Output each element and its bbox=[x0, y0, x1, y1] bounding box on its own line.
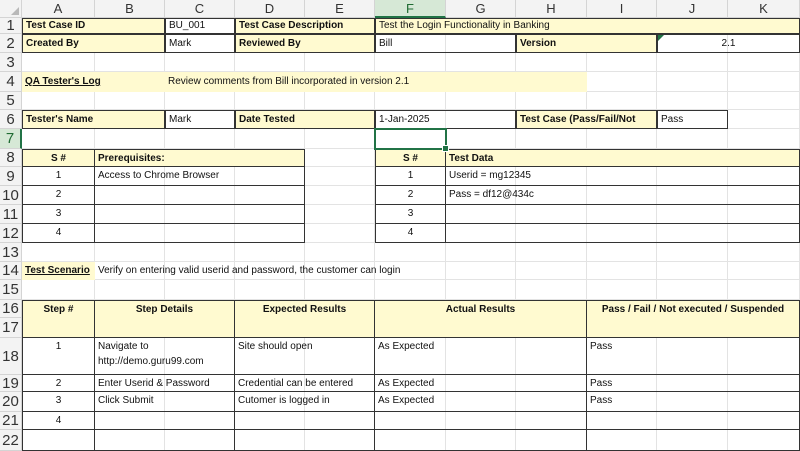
fill-handle[interactable] bbox=[442, 145, 449, 152]
row-header-20[interactable]: 20 bbox=[0, 392, 22, 412]
step-details[interactable] bbox=[95, 392, 235, 412]
prereq-sno[interactable]: 4 bbox=[22, 224, 95, 243]
step-status[interactable]: Pass bbox=[587, 392, 800, 412]
expected-result[interactable] bbox=[235, 412, 375, 430]
tester-name-value[interactable]: Mark bbox=[165, 110, 235, 129]
prereq-item[interactable]: Access to Chrome Browser bbox=[95, 167, 305, 186]
actual-result[interactable] bbox=[375, 430, 587, 451]
testdata-sno[interactable]: 4 bbox=[375, 224, 446, 243]
testdata-item[interactable]: Pass = df12@434c bbox=[446, 186, 800, 205]
row-header-1[interactable]: 1 bbox=[0, 18, 22, 34]
test-case-description-label[interactable]: Test Case Description bbox=[235, 18, 375, 34]
status-header[interactable]: Pass / Fail / Not executed / Suspended bbox=[587, 300, 800, 338]
version-value[interactable]: 2.1 bbox=[657, 34, 800, 53]
step-number[interactable]: 4 bbox=[22, 412, 95, 430]
column-header-b[interactable]: B bbox=[95, 0, 165, 18]
step-status[interactable] bbox=[587, 430, 800, 451]
step-status[interactable]: Pass bbox=[587, 375, 800, 392]
column-header-f[interactable]: F bbox=[375, 0, 446, 18]
step-details-line: Navigate to bbox=[98, 341, 149, 352]
row-header-22[interactable]: 22 bbox=[0, 430, 22, 451]
selected-cell-f7[interactable] bbox=[375, 129, 446, 149]
row-header-4[interactable]: 4 bbox=[0, 72, 22, 92]
column-header-k[interactable]: K bbox=[728, 0, 800, 18]
step-details[interactable] bbox=[95, 375, 235, 392]
row-header-5[interactable]: 5 bbox=[0, 92, 22, 110]
test-scenario-text[interactable]: Verify on entering valid userid and password, the customer can login bbox=[98, 265, 401, 276]
reviewed-by-value[interactable]: Bill bbox=[375, 34, 516, 53]
row-header-9[interactable]: 9 bbox=[0, 167, 22, 186]
created-by-value[interactable]: Mark bbox=[165, 34, 235, 53]
test-scenario-label[interactable]: Test Scenario bbox=[22, 262, 95, 280]
select-all-corner[interactable] bbox=[0, 0, 22, 18]
column-header-h[interactable]: H bbox=[516, 0, 587, 18]
expected-result[interactable]: Credential can be entered bbox=[235, 375, 375, 392]
qa-tester-log-value[interactable]: Review comments from Bill incorporated in version 2.1 bbox=[165, 72, 587, 92]
prereq-sno[interactable]: 3 bbox=[22, 205, 95, 224]
comment-indicator[interactable] bbox=[658, 35, 664, 41]
step-details-header[interactable]: Step Details bbox=[95, 300, 235, 338]
row-header-19[interactable]: 19 bbox=[0, 375, 22, 392]
actual-result[interactable] bbox=[375, 412, 587, 430]
reviewed-by-label[interactable]: Reviewed By bbox=[235, 34, 375, 53]
column-header-j[interactable]: J bbox=[657, 0, 728, 18]
step-details-line: Enter Userid & Password bbox=[98, 378, 210, 389]
actual-result[interactable]: As Expected bbox=[375, 392, 587, 412]
step-number[interactable]: 2 bbox=[22, 375, 95, 392]
prereq-item[interactable] bbox=[95, 186, 305, 205]
prereq-item[interactable] bbox=[95, 224, 305, 243]
testdata-item[interactable]: Userid = mg12345 bbox=[446, 167, 800, 186]
row-header-7[interactable]: 7 bbox=[0, 129, 22, 149]
step-details[interactable] bbox=[95, 338, 235, 375]
prereq-sno[interactable]: 2 bbox=[22, 186, 95, 205]
test-case-result-value[interactable]: Pass bbox=[657, 110, 728, 129]
prereq-header[interactable]: Prerequisites: bbox=[95, 149, 305, 167]
step-details-line: http://demo.guru99.com bbox=[98, 356, 204, 367]
actual-result[interactable]: As Expected bbox=[375, 375, 587, 392]
testdata-sno-header[interactable]: S # bbox=[375, 149, 446, 167]
row-header-11[interactable]: 11 bbox=[0, 205, 22, 224]
version-label[interactable]: Version bbox=[516, 34, 657, 53]
testdata-sno[interactable]: 1 bbox=[375, 167, 446, 186]
row-header-6[interactable]: 6 bbox=[0, 110, 22, 129]
step-status[interactable] bbox=[587, 412, 800, 430]
created-by-label[interactable]: Created By bbox=[22, 34, 165, 53]
date-tested-label[interactable]: Date Tested bbox=[235, 110, 375, 129]
qa-tester-log-label[interactable]: QA Tester's Log bbox=[22, 72, 165, 92]
actual-results-header[interactable]: Actual Results bbox=[375, 300, 587, 338]
step-number[interactable] bbox=[22, 430, 95, 451]
step-status[interactable]: Pass bbox=[587, 338, 800, 375]
testdata-sno[interactable]: 3 bbox=[375, 205, 446, 224]
row-header-14[interactable]: 14 bbox=[0, 262, 22, 280]
step-number[interactable]: 3 bbox=[22, 392, 95, 412]
row-header-17[interactable]: 17 bbox=[0, 318, 22, 338]
row-header-2[interactable]: 2 bbox=[0, 34, 22, 53]
testdata-item[interactable] bbox=[446, 205, 800, 224]
step-number[interactable]: 1 bbox=[22, 338, 95, 375]
column-header-e[interactable]: E bbox=[305, 0, 375, 18]
expected-result[interactable]: Cutomer is logged in bbox=[235, 392, 375, 412]
prereq-item[interactable] bbox=[95, 205, 305, 224]
test-case-id-value[interactable]: BU_001 bbox=[165, 18, 235, 34]
row-header-13[interactable]: 13 bbox=[0, 243, 22, 262]
step-number-header[interactable]: Step # bbox=[22, 300, 95, 338]
step-details[interactable] bbox=[95, 412, 235, 430]
column-header-d[interactable]: D bbox=[235, 0, 305, 18]
test-case-result-label[interactable]: Test Case (Pass/Fail/Not bbox=[516, 110, 657, 129]
row-header-3[interactable]: 3 bbox=[0, 53, 22, 72]
testdata-sno[interactable]: 2 bbox=[375, 186, 446, 205]
test-case-id-label[interactable]: Test Case ID bbox=[22, 18, 165, 34]
step-details[interactable] bbox=[95, 430, 235, 451]
expected-result[interactable]: Site should open bbox=[235, 338, 375, 375]
row-header-8[interactable]: 8 bbox=[0, 149, 22, 167]
row-header-12[interactable]: 12 bbox=[0, 224, 22, 243]
actual-result[interactable]: As Expected bbox=[375, 338, 587, 375]
prereq-sno-header[interactable]: S # bbox=[22, 149, 95, 167]
row-header-15[interactable]: 15 bbox=[0, 280, 22, 300]
step-details-line: Click Submit bbox=[98, 395, 154, 406]
tester-name-label[interactable]: Tester's Name bbox=[22, 110, 165, 129]
column-header-i[interactable]: I bbox=[587, 0, 657, 18]
prereq-sno[interactable]: 1 bbox=[22, 167, 95, 186]
column-header-a[interactable]: A bbox=[22, 0, 95, 18]
row-header-16[interactable]: 16 bbox=[0, 300, 22, 318]
expected-results-header[interactable]: Expected Results bbox=[235, 300, 375, 338]
test-case-description-value[interactable]: Test the Login Functionality in Banking bbox=[375, 18, 800, 34]
row-header-10[interactable]: 10 bbox=[0, 186, 22, 205]
column-header-c[interactable]: C bbox=[165, 0, 235, 18]
testdata-header[interactable]: Test Data bbox=[446, 149, 800, 167]
row-header-21[interactable]: 21 bbox=[0, 412, 22, 430]
row-header-18[interactable]: 18 bbox=[0, 338, 22, 375]
column-header-g[interactable]: G bbox=[446, 0, 516, 18]
testdata-item[interactable] bbox=[446, 224, 800, 243]
date-tested-value[interactable]: 1-Jan-2025 bbox=[375, 110, 516, 129]
expected-result[interactable] bbox=[235, 430, 375, 451]
